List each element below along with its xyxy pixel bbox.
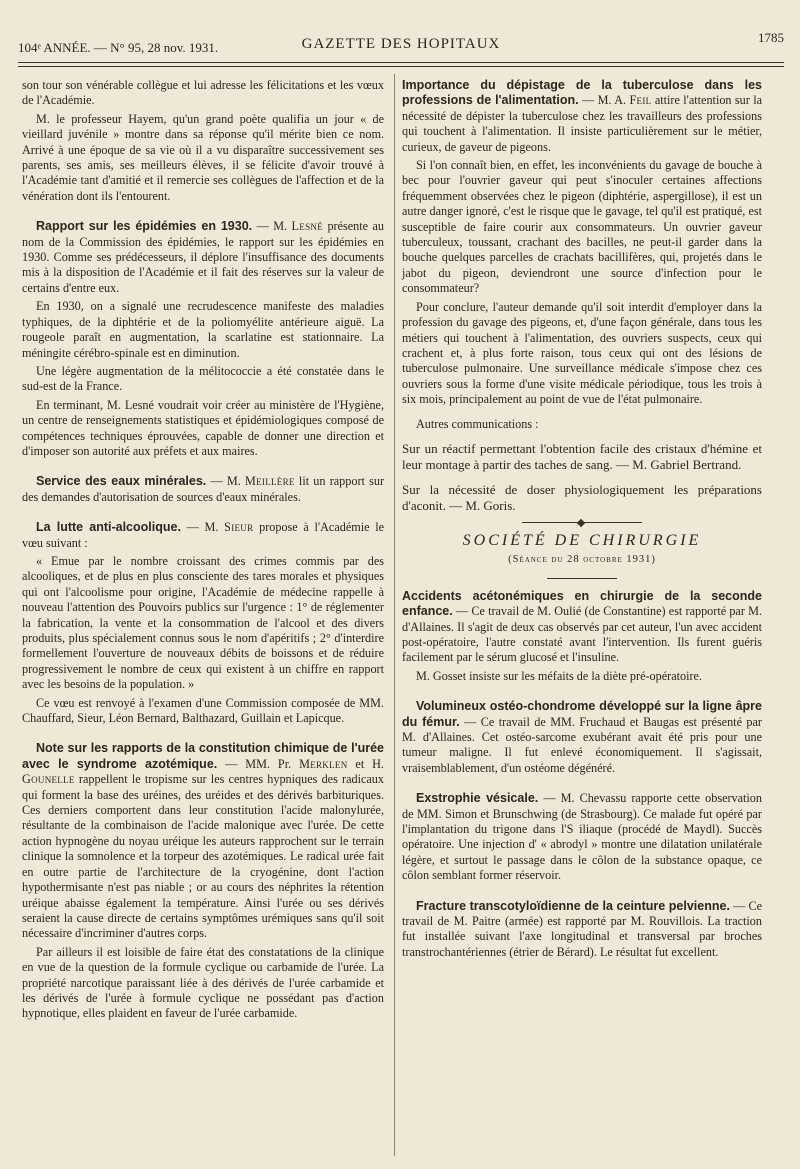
paragraph: Une légère augmentation de la mélitococcie a été constatée dans le sud-est de la France.	[22, 363, 384, 394]
issue-number-date: — N° 95, 28 nov. 1931.	[93, 40, 219, 55]
author-name: Feil	[629, 93, 652, 108]
society-heading: SOCIÉTÉ DE CHIRURGIE	[462, 531, 702, 549]
paragraph: Si l'on connaît bien, en effet, les inconvénients du gavage de bouche à bec pour l'ouvrier gaveur qui peut s'inoculer certaines affections fréquemment observées chez le pigeon (diphtérie, aspergillose), il est un autre danger ignoré, c'est le risque que le gavage, tel qu'il est pratiqué, est susceptible de faire courir aux consommateurs. Un ouvrier gaveur tuberculeux, toussant, crachant des bacilles, ne peut-il garder dans la bouche quelques parcelles de crachats bacillifères, qui, projetés dans le jabot du pigeon, deviendront une source d'infection pour le consommateur?	[402, 158, 762, 296]
header-rule-thin	[18, 66, 784, 67]
section-tuberculose: Importance du dépistage de la tuberculose dans les professions de l'alimentation. — M. A. Feil attire l'attention sur la nécessité de dépister la tuberculose chez les travailleurs des professions qui touchent à l'alimentation. Il insiste particulièrement sur le métier, curieux, de gaveur de pigeons.	[402, 78, 762, 154]
section-exstrophie: Exstrophie vésicale. — M. Chevassu rapporte cette observation de MM. Simon et Brunschwing (de Strasbourg). Ce malade fut opéré par l'implantation du trigone dans l'S iliaque (procédé de Maydl). Succès opératoire. Une injection d' « abrodyl » montre une dilatation unilatérale légère, et surtout le passage dans le côlon de la substance opaque, ce côlon semblant former réservoir.	[402, 791, 762, 883]
section-title: Accidents acétonémiques en chirurgie de la seconde enfance.	[402, 588, 762, 619]
section-title: Note sur les rapports de la constitution chimique de l'urée avec le syndrome azotémique.	[22, 741, 384, 771]
page-number: 1785	[758, 30, 784, 45]
other-communications-label: Autres communications :	[416, 416, 539, 431]
author-name: Meillère	[244, 474, 295, 489]
header-rule	[18, 62, 784, 63]
journal-title: GAZETTE DES HOPITAUX	[301, 36, 501, 52]
author-name: Gounelle	[22, 772, 75, 787]
communication-item: Sur la nécessité de doser physiologiquement les préparations d'aconit. — M. Goris.	[402, 481, 762, 513]
section-acetonemiques: Accidents acétonémiques en chirurgie de la seconde enfance. — Ce travail de M. Oulié (de Constantine) est rapporté par M. d'Allaines. Il s'agit de deux cas observés par cet auteur, l'un avec accident post-opératoire, l'autre constaté avant l'intervention. Ils furent guéris facilement par le sérum glucosé et l'insuline.	[402, 588, 762, 665]
author-name: Merklen	[299, 756, 348, 771]
intro-paragraph: M. le professeur Hayem, qu'un grand poète qualifia un jour « de vieillard juvénile » montre dans sa réponse qu'il mérite bien ce nom. Arrivé à une époque de sa vie où il a vu disparaître successivement ses parents, ses amis, ses meilleurs élèves, il se félicite d'avoir trouvé à l'Académie tant d'amitié et il remercie ses collègues de l'affection et de la vénération dont ils l'entourent.	[22, 111, 384, 203]
author-name: Lesné	[291, 219, 323, 234]
author-name: Sieur	[224, 520, 254, 535]
page-header	[18, 30, 784, 58]
communication-item: Sur un réactif permettant l'obtention facile des cristaux d'hémine et leur montage à partir des taches de sang. — M. Gabriel Bertrand.	[402, 440, 762, 472]
section-title: Service des eaux minérales.	[36, 474, 207, 489]
section-title: Fracture transcotyloïdienne de la ceinture pelvienne.	[416, 898, 730, 913]
section-title: Volumineux ostéo-chondrome développé sur la ligne âpre du fémur.	[402, 699, 762, 729]
section-fracture: Fracture transcotyloïdienne de la ceinture pelvienne. — Ce travail de M. Paitre (armée) est rapporté par M. Rouvillois. La traction fut installée suivant l'axe longitudinal et transversal par broches transtrochantériennes (étrier de Bérard). Le résultat fut excellent.	[402, 898, 762, 959]
short-rule	[547, 578, 617, 579]
paragraph: Par ailleurs il est loisible de faire état des constatations de la clinique en vue de la question de la formule cyclique ou carbamide de l'urée. La propriété narcotique paraissant liée à des dérivés de l'urée carbamide et les dérivés de l'urée à formule cyclique ne possédant pas d'action hypnotique, elles plaident en faveur de l'urée carbamide.	[22, 944, 384, 1021]
paragraph: En 1930, on a signalé une recrudescence manifeste des maladies typhiques, de la diphtérie et de la poliomyélite antérieure aiguë. La rougeole paraît en augmentation, la scarlatine est stationnaire. La méningite cérébro-spinale est en diminution.	[22, 299, 384, 360]
left-column	[22, 78, 384, 1025]
section-title: Exstrophie vésicale.	[416, 791, 539, 806]
section-title: Rapport sur les épidémies en 1930.	[36, 219, 253, 234]
session-date: (Séance du 28 octobre 1931)	[508, 554, 656, 566]
section-osteo-chondrome: Volumineux ostéo-chondrome développé sur la ligne âpre du fémur. — Ce travail de MM. Fruchaud et Baugas est présenté par M. d'Allaines. Cet ostéo-sarcome exubérant avait été pris pour une tumeur maligne. Il fut enlevé économiquement. Il s'agissait, vraisemblablement, d'un ostéome dégénéré.	[402, 699, 762, 775]
paragraph: Pour conclure, l'auteur demande qu'il soit interdit d'employer dans la profession du gavage des pigeons, et, d'une façon générale, dans tous les métiers qui touchent à l'alimentation, des ouvriers suspects, ceux qui crachent et, à plus forte raison, tous ceux qui ont des lésions de tuberculose pulmonaire. Une surveillance médicale s'impose chez ces ouvriers sous la forme d'une visite médicale périodique, tous les trois à six mois, principalement au point de vue de l'état pulmonaire.	[402, 299, 762, 407]
ornament-rule	[522, 522, 642, 523]
paragraph: M. Gosset insiste sur les méfaits de la diète pré-opératoire.	[416, 668, 702, 683]
section-title: Importance du dépistage de la tuberculose dans les professions de l'alimentation.	[402, 78, 762, 108]
quote-paragraph: « Emue par le nombre croissant des crimes commis par des alcooliques, et de plus en plus consciente des tares morales et physiques qui ont l'alcoolisme pour origine, l'Académie de médecine rappelle à nouveau l'attention des Pouvoirs publics sur l'urgence : 1° de réglementer la fabrication, la vente et la consommation de l'alcool et des divers produits, plus spécialement connus sous le nom d'apéritifs ; 2° d'interdire formellement l'ouverture de nouveaux débits de boissons et de réduire progressivement le nombre de ceux qui existent à un chiffre en rapport avec les besoins de la population. »	[22, 553, 384, 692]
right-column	[402, 78, 762, 963]
section-epidemies: Rapport sur les épidémies en 1930. — M. Lesné présente au nom de la Commission des épidémies, le rapport sur les épidémies en 1930. Comme ses prédécesseurs, il déplore l'insuffisance des documents mis à la disposition de l'Académie et il fait des réserves sur la valeur de certains d'entre eux.	[22, 219, 385, 295]
paragraph: En terminant, M. Lesné voudrait voir créer au ministère de l'Hygiène, un centre de renseignements statistiques et épidémiologiques composé de compétences techniques éprouvées, capable de donner une direction et d'imposer son autorité aux préfets et aux maires.	[22, 397, 384, 458]
section-eaux-minerales: Service des eaux minérales. — M. Meillère lit un rapport sur des demandes d'autorisation de sources d'eaux minérales.	[22, 474, 384, 504]
section-anti-alcoolique: La lutte anti-alcoolique. — M. Sieur propose à l'Académie le vœu suivant :	[22, 520, 385, 550]
paragraph: Ce vœu est renvoyé à l'examen d'une Commission composée de MM. Chauffard, Sieur, Léon Bernard, Balthazard, Guillain et Lapicque.	[22, 695, 384, 726]
intro-paragraph: son tour son vénérable collègue et lui adresse les félicitations et les vœux de l'Académie.	[22, 78, 384, 108]
column-divider	[394, 74, 395, 1156]
section-uree: Note sur les rapports de la constitution chimique de l'urée avec le syndrome azotémique. — MM. Pr. Merklen et H. Gounelle rappellent le tropisme sur les centres hypniques des radicaux qui forment la base des uréines, des uréides et des dérivés barbituriques. Ces derniers comportent dans leur constitution l'acide malonylurée, résultante de la combinaison de l'acide malonique avec l'urée. De cette action hypnogène du noyau uréique les auteurs rapprochent sur le terrain clinique la somnolence et la torpeur des azotémiques. Le radical urée fait en outre partie de l'architecture de la cryogénine, dont l'action hypothermisante n'est pas niable ; or au cours des néphrites la rétention uréique abaisse également la température. Ainsi l'urée ou ses dérivés seraient la cause directe de certains symptômes urémiques sans qu'il soit nécessaire d'incriminer d'autres corps.	[22, 741, 384, 941]
year-label: 104ᵉ ANNÉE.	[18, 40, 91, 55]
section-title: La lutte anti-alcoolique.	[36, 520, 181, 535]
